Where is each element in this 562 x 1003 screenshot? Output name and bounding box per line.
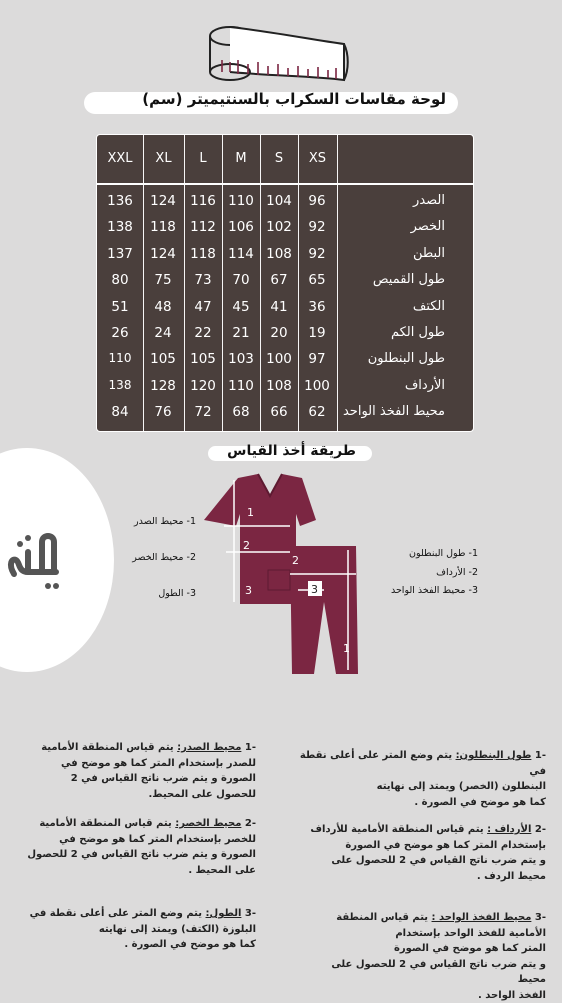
page-title: لوحة مقاسات السكراب بالسنتيميتر (سم) [84, 90, 458, 108]
left-instruction-3 [20, 906, 256, 953]
table-cell: 106 [221, 219, 261, 235]
instruction-line: للصدر بإستخدام المتر كما هو موضح في [20, 756, 256, 772]
pants-mark-3: 3 [311, 583, 318, 596]
instruction-heading: محيط الفخذ الواحد : [432, 912, 532, 923]
table-cell: 48 [143, 299, 183, 315]
table-cell: 80 [100, 272, 140, 288]
instruction-line: و يتم ضرب ناتج القياس في 2 للحصول على محيط [300, 957, 546, 988]
table-cell: 114 [221, 246, 261, 262]
section-title: طريقة أخذ القياس [208, 443, 356, 459]
row-label: الكتف [413, 299, 445, 314]
table-cell: 120 [183, 378, 223, 394]
size-header-xl: XL [143, 135, 184, 183]
pants-legend-3: 3- محيط الفخذ الواحد [372, 585, 478, 596]
instruction-heading: الطول: [206, 908, 242, 919]
instruction-line: يتم قياس المنطقة الأمامية للفخذ الواحد بإستخدام [336, 912, 546, 939]
size-chart-table [96, 134, 474, 432]
table-cell: 73 [183, 272, 223, 288]
row-label: الصدر [413, 193, 445, 208]
table-cell: 102 [259, 219, 299, 235]
table-cell: 118 [143, 219, 183, 235]
instruction-line: الصورة و يتم ضرب ناتج القياس في 2 [20, 771, 256, 787]
instruction-heading: محيط الخصر: [175, 818, 241, 829]
size-header-m: M [222, 135, 260, 183]
table-cell: 124 [143, 246, 183, 262]
table-cell: 105 [143, 351, 183, 367]
table-cell: 110 [100, 351, 140, 365]
instruction-line: للحصول على المحيط. [20, 787, 256, 803]
instruction-line: بإستخدام المتر كما هو موضح في الصورة [292, 838, 546, 854]
table-cell: 124 [143, 193, 183, 209]
table-cell: 92 [297, 246, 337, 262]
instruction-line: يتم وضع المتر على أعلى نقطة في [300, 750, 546, 777]
size-header-xs: XS [298, 135, 337, 183]
instruction-line: كما هو موضح في الصورة . [292, 795, 546, 811]
table-cell: 100 [259, 351, 299, 367]
instruction-line: كما هو موضح في الصورة . [20, 937, 256, 953]
row-label: الأرداف [405, 378, 445, 393]
size-header-xxl: XXL [97, 135, 143, 183]
instruction-heading: محيط الصدر: [177, 742, 241, 753]
table-cell: 84 [100, 404, 140, 420]
row-label: الخصر [411, 219, 445, 234]
table-cell: 41 [259, 299, 299, 315]
instruction-line: للخصر بإستخدام المتر كما هو موضح في [20, 832, 256, 848]
table-cell: 20 [259, 325, 299, 341]
row-label: محيط الفخذ الواحد [343, 404, 445, 419]
instruction-line: على المحيط . [20, 863, 256, 879]
table-cell: 75 [143, 272, 183, 288]
table-cell: 65 [297, 272, 337, 288]
table-cell: 36 [297, 299, 337, 315]
table-cell: 110 [221, 193, 261, 209]
table-cell: 47 [183, 299, 223, 315]
table-cell: 112 [183, 219, 223, 235]
instruction-line: البنطلون (الخصر) ويمتد إلى نهايته [292, 779, 546, 795]
table-cell: 136 [100, 193, 140, 209]
instruction-line: البلوزة (الكتف) ويمتد إلى نهايته [20, 922, 256, 938]
instruction-heading: طول البنطلون: [456, 750, 532, 761]
row-label: طول القميص [373, 272, 445, 287]
instruction-line: الفخذ الواحد . [300, 988, 546, 1003]
brand-logo [6, 528, 64, 594]
shirt-legend-3: 3- الطول [98, 588, 196, 599]
table-cell: 103 [221, 351, 261, 367]
table-cell: 138 [100, 219, 140, 235]
shirt-legend-1: 1- محيط الصدر [98, 516, 196, 527]
figure-mark-2: 2 [243, 539, 250, 552]
pants-legend-1: 1- طول البنطلون [372, 548, 478, 559]
table-cell: 100 [297, 378, 337, 394]
table-cell: 92 [297, 219, 337, 235]
instruction-line: يتم قياس المنطقة الأمامية [39, 818, 171, 829]
table-cell: 108 [259, 246, 299, 262]
instruction-line: الصورة و يتم ضرب ناتج القياس في 2 للحصول [20, 847, 256, 863]
instruction-heading: الأرداف : [487, 824, 531, 835]
tape-measure-icon [204, 14, 354, 86]
instruction-line: يتم قياس المنطقة الأمامية [41, 742, 173, 753]
table-cell: 116 [183, 193, 223, 209]
right-instruction-2 [292, 822, 546, 884]
table-cell: 26 [100, 325, 140, 341]
pants-mark-1: 1 [343, 642, 350, 655]
instruction-number: -2 [245, 818, 256, 829]
instruction-number: -2 [535, 824, 546, 835]
instruction-line: المتر كما هو موضح في الصورة [300, 941, 546, 957]
table-cell: 97 [297, 351, 337, 367]
table-cell: 105 [183, 351, 223, 367]
pants-mark-2: 2 [292, 554, 299, 567]
table-cell: 104 [259, 193, 299, 209]
size-header-l: L [184, 135, 222, 183]
table-cell: 21 [221, 325, 261, 341]
instruction-number: -3 [245, 908, 256, 919]
instruction-line: يتم قياس المنطقة الأمامية للأرداف [310, 824, 483, 835]
figure-mark-3: 3 [245, 584, 252, 597]
table-cell: 24 [143, 325, 183, 341]
row-label: طول البنطلون [368, 351, 445, 366]
table-cell: 72 [183, 404, 223, 420]
instruction-number: -3 [535, 912, 546, 923]
table-cell: 45 [221, 299, 261, 315]
table-cell: 70 [221, 272, 261, 288]
scrubs-figure [198, 470, 368, 680]
table-cell: 67 [259, 272, 299, 288]
table-cell: 68 [221, 404, 261, 420]
table-cell: 118 [183, 246, 223, 262]
shirt-legend-2: 2- محيط الخصر [98, 552, 196, 563]
table-cell: 110 [221, 378, 261, 394]
table-cell: 108 [259, 378, 299, 394]
instruction-number: -1 [535, 750, 546, 761]
pants-legend-2: 2- الأرداف [372, 567, 478, 578]
instruction-line: محيط الردف . [292, 869, 546, 885]
row-label: البطن [413, 246, 445, 261]
table-cell: 22 [183, 325, 223, 341]
table-cell: 19 [297, 325, 337, 341]
table-cell: 128 [143, 378, 183, 394]
table-cell: 76 [143, 404, 183, 420]
row-label: طول الكم [391, 325, 445, 340]
table-cell: 66 [259, 404, 299, 420]
left-instruction-1 [20, 740, 256, 802]
table-cell: 138 [100, 378, 140, 392]
right-instruction-1 [292, 748, 546, 810]
instruction-number: -1 [245, 742, 256, 753]
right-instruction-3 [300, 910, 546, 1003]
instruction-line: يتم وضع المتر على أعلى نقطة في [30, 908, 202, 919]
table-cell: 51 [100, 299, 140, 315]
table-cell: 137 [100, 246, 140, 262]
table-cell: 62 [297, 404, 337, 420]
table-cell: 96 [297, 193, 337, 209]
size-header-s: S [260, 135, 298, 183]
instruction-line: و يتم ضرب ناتج القياس في 2 للحصول على [292, 853, 546, 869]
figure-mark-1: 1 [247, 506, 254, 519]
left-instruction-2 [20, 816, 256, 878]
